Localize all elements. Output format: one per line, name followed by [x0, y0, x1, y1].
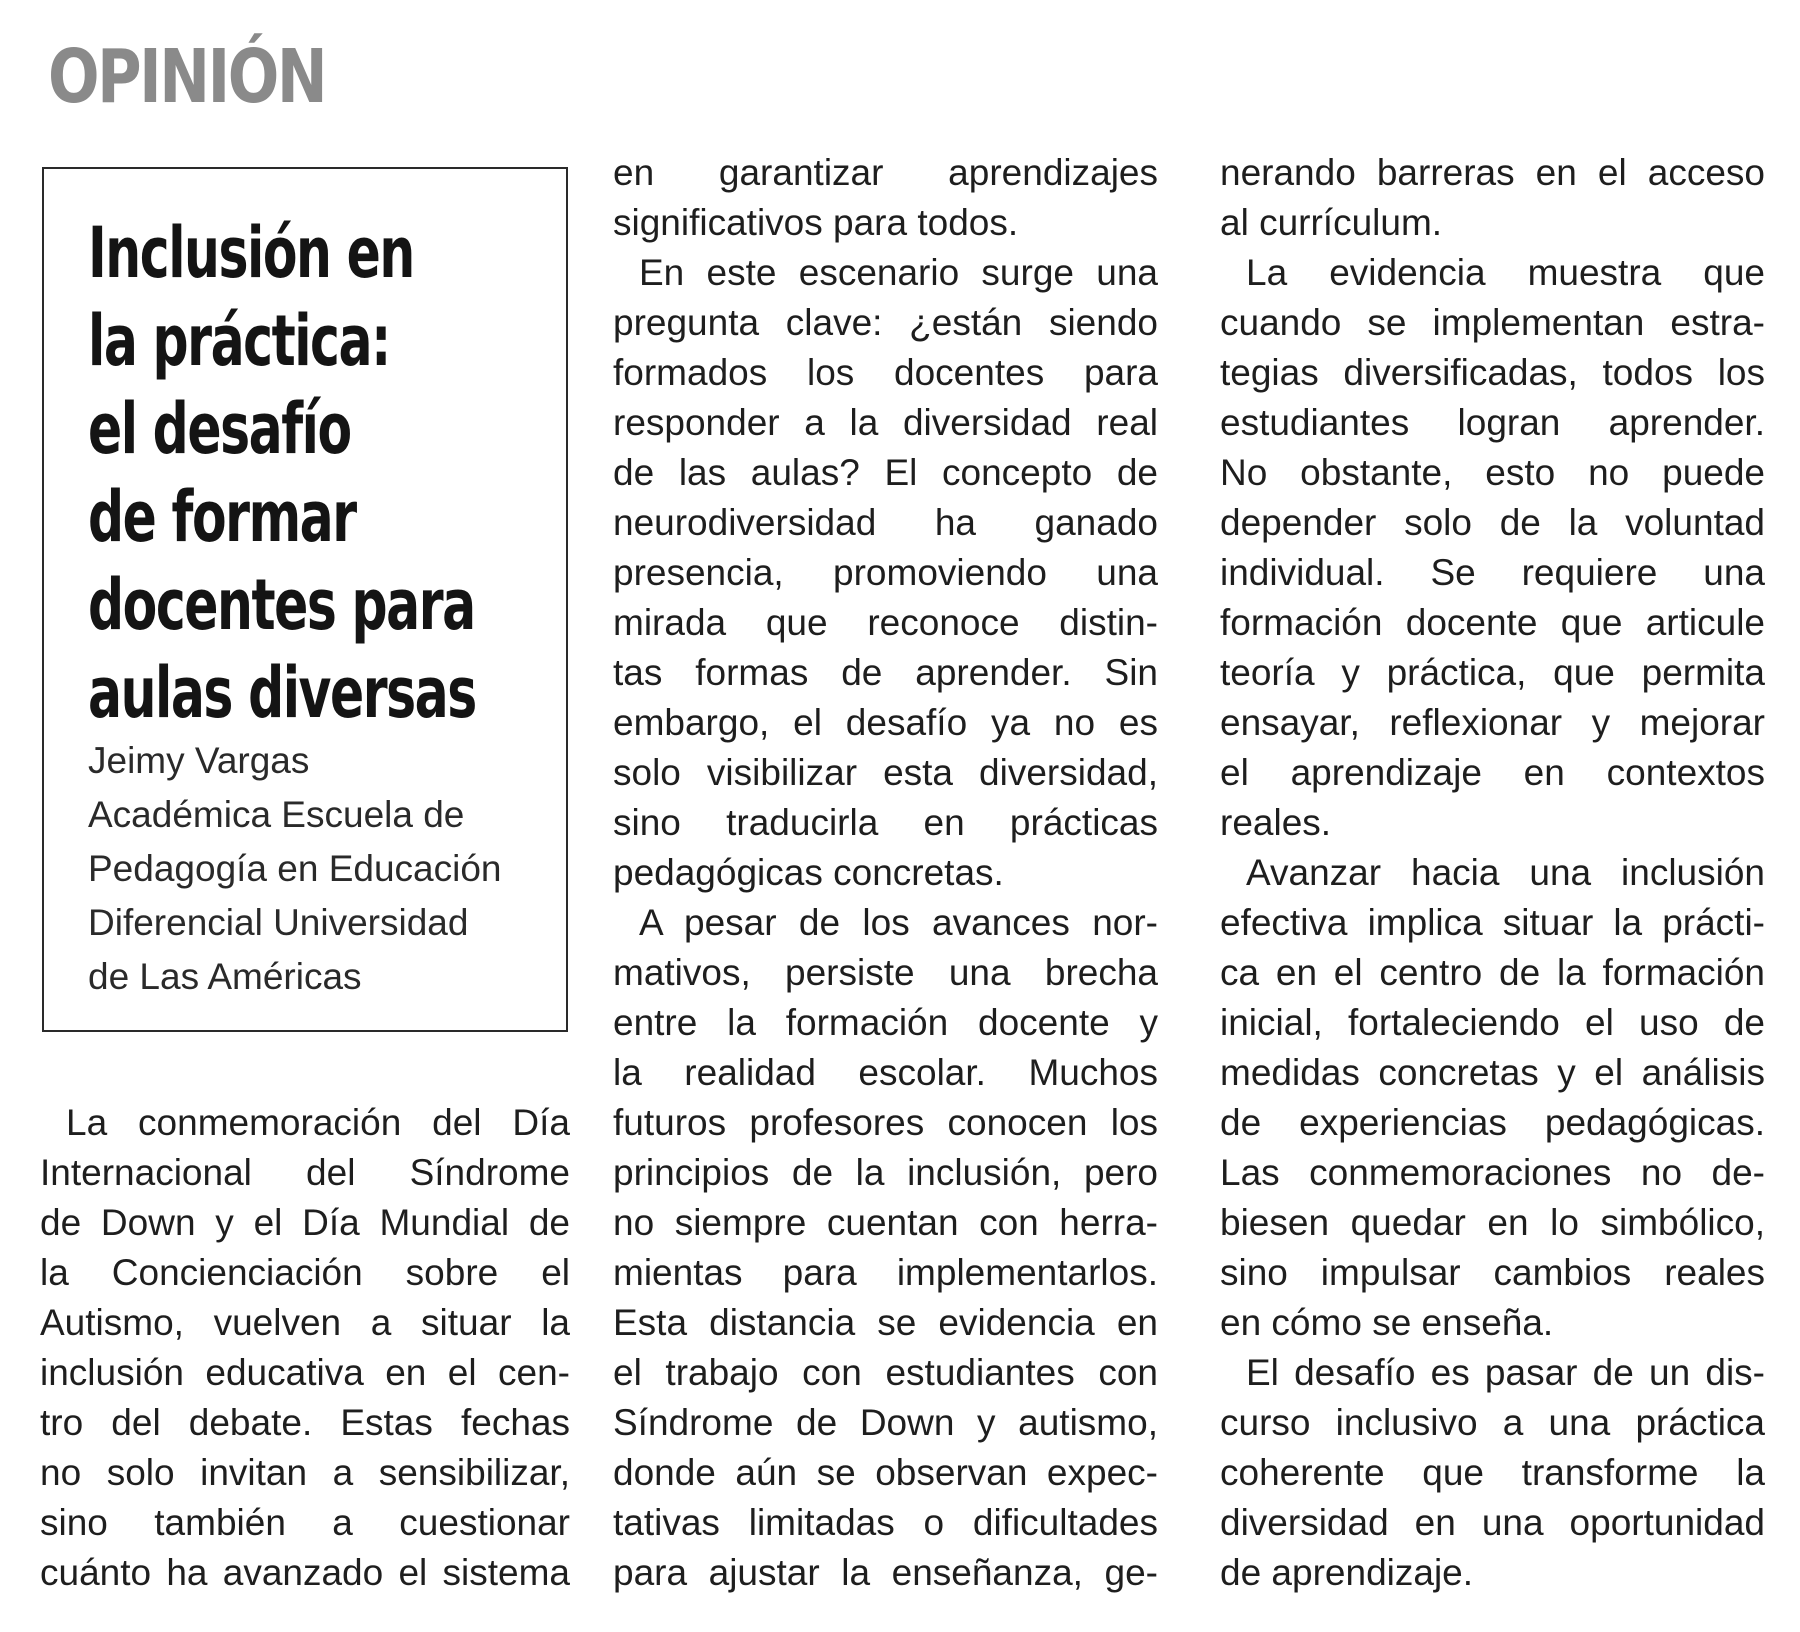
text-line: pregunta clave: ¿están siendo — [613, 302, 1158, 343]
paragraph — [40, 1098, 570, 1598]
text-line: curso inclusivo a una práctica — [1220, 1402, 1765, 1443]
text-line: tativas limitadas o dificultades — [613, 1502, 1158, 1543]
text-line: no solo invitan a sensibilizar, — [40, 1452, 570, 1493]
paragraph — [613, 898, 1158, 1598]
text-line: cuando se implementan estra- — [1220, 302, 1765, 343]
headline-line: el desafío — [88, 388, 351, 470]
text-line: La evidencia muestra que — [1246, 252, 1765, 293]
text-line: para ajustar la enseñanza, ge- — [613, 1552, 1158, 1593]
text-line: pedagógicas concretas. — [613, 852, 1004, 893]
paragraph — [613, 148, 1158, 248]
text-line: sino traducirla en prácticas — [613, 802, 1158, 843]
text-line: solo visibilizar esta diversidad, — [613, 752, 1158, 793]
paragraph — [1220, 248, 1765, 848]
author-byline — [88, 734, 558, 1004]
text-line: coherente que transforme la — [1220, 1452, 1765, 1493]
text-line: Las conmemoraciones no de- — [1220, 1152, 1765, 1193]
text-line: el trabajo con estudiantes con — [613, 1352, 1158, 1393]
text-line: de aprendizaje. — [1220, 1552, 1474, 1593]
text-line: individual. Se requiere una — [1220, 552, 1765, 593]
text-line: no siempre cuentan con herra- — [613, 1202, 1158, 1243]
text-line: de Down y el Día Mundial de — [40, 1202, 570, 1243]
text-line: de las aulas? El concepto de — [613, 452, 1158, 493]
text-line: inicial, fortaleciendo el uso de — [1220, 1002, 1765, 1043]
text-line: responder a la diversidad real — [613, 402, 1158, 443]
text-line: diversidad en una oportunidad — [1220, 1502, 1765, 1543]
text-line: Avanzar hacia una inclusión — [1246, 852, 1765, 893]
text-line: En este escenario surge una — [639, 252, 1158, 293]
text-line: sino también a cuestionar — [40, 1502, 570, 1543]
text-line: embargo, el desafío ya no es — [613, 702, 1158, 743]
article-headline — [88, 209, 549, 737]
text-line: mativos, persiste una brecha — [613, 952, 1158, 993]
article-column-3 — [1220, 148, 1765, 1598]
text-line: la realidad escolar. Muchos — [613, 1052, 1158, 1093]
text-line: A pesar de los avances nor- — [639, 902, 1158, 943]
text-line: en garantizar aprendizajes — [613, 152, 1158, 193]
paragraph — [1220, 148, 1765, 248]
section-label: OPINIÓN — [48, 34, 326, 120]
text-line: No obstante, esto no puede — [1220, 452, 1765, 493]
text-line: principios de la inclusión, pero — [613, 1152, 1158, 1193]
text-line: al currículum. — [1220, 202, 1443, 243]
article-column-2 — [613, 148, 1158, 1598]
text-line: cuánto ha avanzado el sistema — [40, 1552, 570, 1593]
text-line: entre la formación docente y — [613, 1002, 1158, 1043]
text-line: Esta distancia se evidencia en — [613, 1302, 1158, 1343]
text-line: La conmemoración del Día — [66, 1102, 570, 1143]
text-line: el aprendizaje en contextos — [1220, 752, 1765, 793]
text-line: Internacional del Síndrome — [40, 1152, 570, 1193]
headline-line: docentes para — [88, 564, 475, 646]
text-line: nerando barreras en el acceso — [1220, 152, 1765, 193]
author-affiliation-line: Académica Escuela de — [88, 794, 465, 835]
text-line: presencia, promoviendo una — [613, 552, 1158, 593]
text-line: tro del debate. Estas fechas — [40, 1402, 570, 1443]
headline-line: Inclusión en — [88, 212, 414, 294]
text-line: efectiva implica situar la prácti- — [1220, 902, 1765, 943]
text-line: El desafío es pasar de un dis- — [1246, 1352, 1765, 1393]
text-line: medidas concretas y el análisis — [1220, 1052, 1765, 1093]
headline-box — [42, 167, 568, 1032]
text-line: la Concienciación sobre el — [40, 1252, 570, 1293]
text-line: reales. — [1220, 802, 1332, 843]
text-line: tegias diversificadas, todos los — [1220, 352, 1765, 393]
text-line: significativos para todos. — [613, 202, 1019, 243]
text-line: donde aún se observan expec- — [613, 1452, 1158, 1493]
text-line: sino impulsar cambios reales — [1220, 1252, 1765, 1293]
headline-line: la práctica: — [88, 300, 390, 382]
author-affiliation-line: de Las Américas — [88, 956, 362, 997]
text-line: Autismo, vuelven a situar la — [40, 1302, 570, 1343]
text-line: mientas para implementarlos. — [613, 1252, 1158, 1293]
text-line: biesen quedar en lo simbólico, — [1220, 1202, 1765, 1243]
text-line: Síndrome de Down y autismo, — [613, 1402, 1158, 1443]
text-line: teoría y práctica, que permita — [1220, 652, 1765, 693]
text-line: inclusión educativa en el cen- — [40, 1352, 570, 1393]
author-name: Jeimy Vargas — [88, 740, 310, 781]
paragraph — [613, 248, 1158, 898]
author-affiliation-line: Pedagogía en Educación — [88, 848, 502, 889]
text-line: depender solo de la voluntad — [1220, 502, 1765, 543]
text-line: formación docente que articule — [1220, 602, 1765, 643]
article-column-1 — [40, 1098, 570, 1598]
paragraph — [1220, 1348, 1765, 1598]
text-line: tas formas de aprender. Sin — [613, 652, 1158, 693]
paragraph — [1220, 848, 1765, 1348]
author-affiliation-line: Diferencial Universidad — [88, 902, 469, 943]
text-line: futuros profesores conocen los — [613, 1102, 1158, 1143]
text-line: estudiantes logran aprender. — [1220, 402, 1765, 443]
headline-line: aulas diversas — [88, 652, 476, 734]
headline-line: de formar — [88, 476, 356, 558]
text-line: neurodiversidad ha ganado — [613, 502, 1158, 543]
text-line: formados los docentes para — [613, 352, 1158, 393]
text-line: ca en el centro de la formación — [1220, 952, 1765, 993]
text-line: mirada que reconoce distin- — [613, 602, 1158, 643]
text-line: ensayar, reflexionar y mejorar — [1220, 702, 1765, 743]
text-line: en cómo se enseña. — [1220, 1302, 1554, 1343]
text-line: de experiencias pedagógicas. — [1220, 1102, 1765, 1143]
